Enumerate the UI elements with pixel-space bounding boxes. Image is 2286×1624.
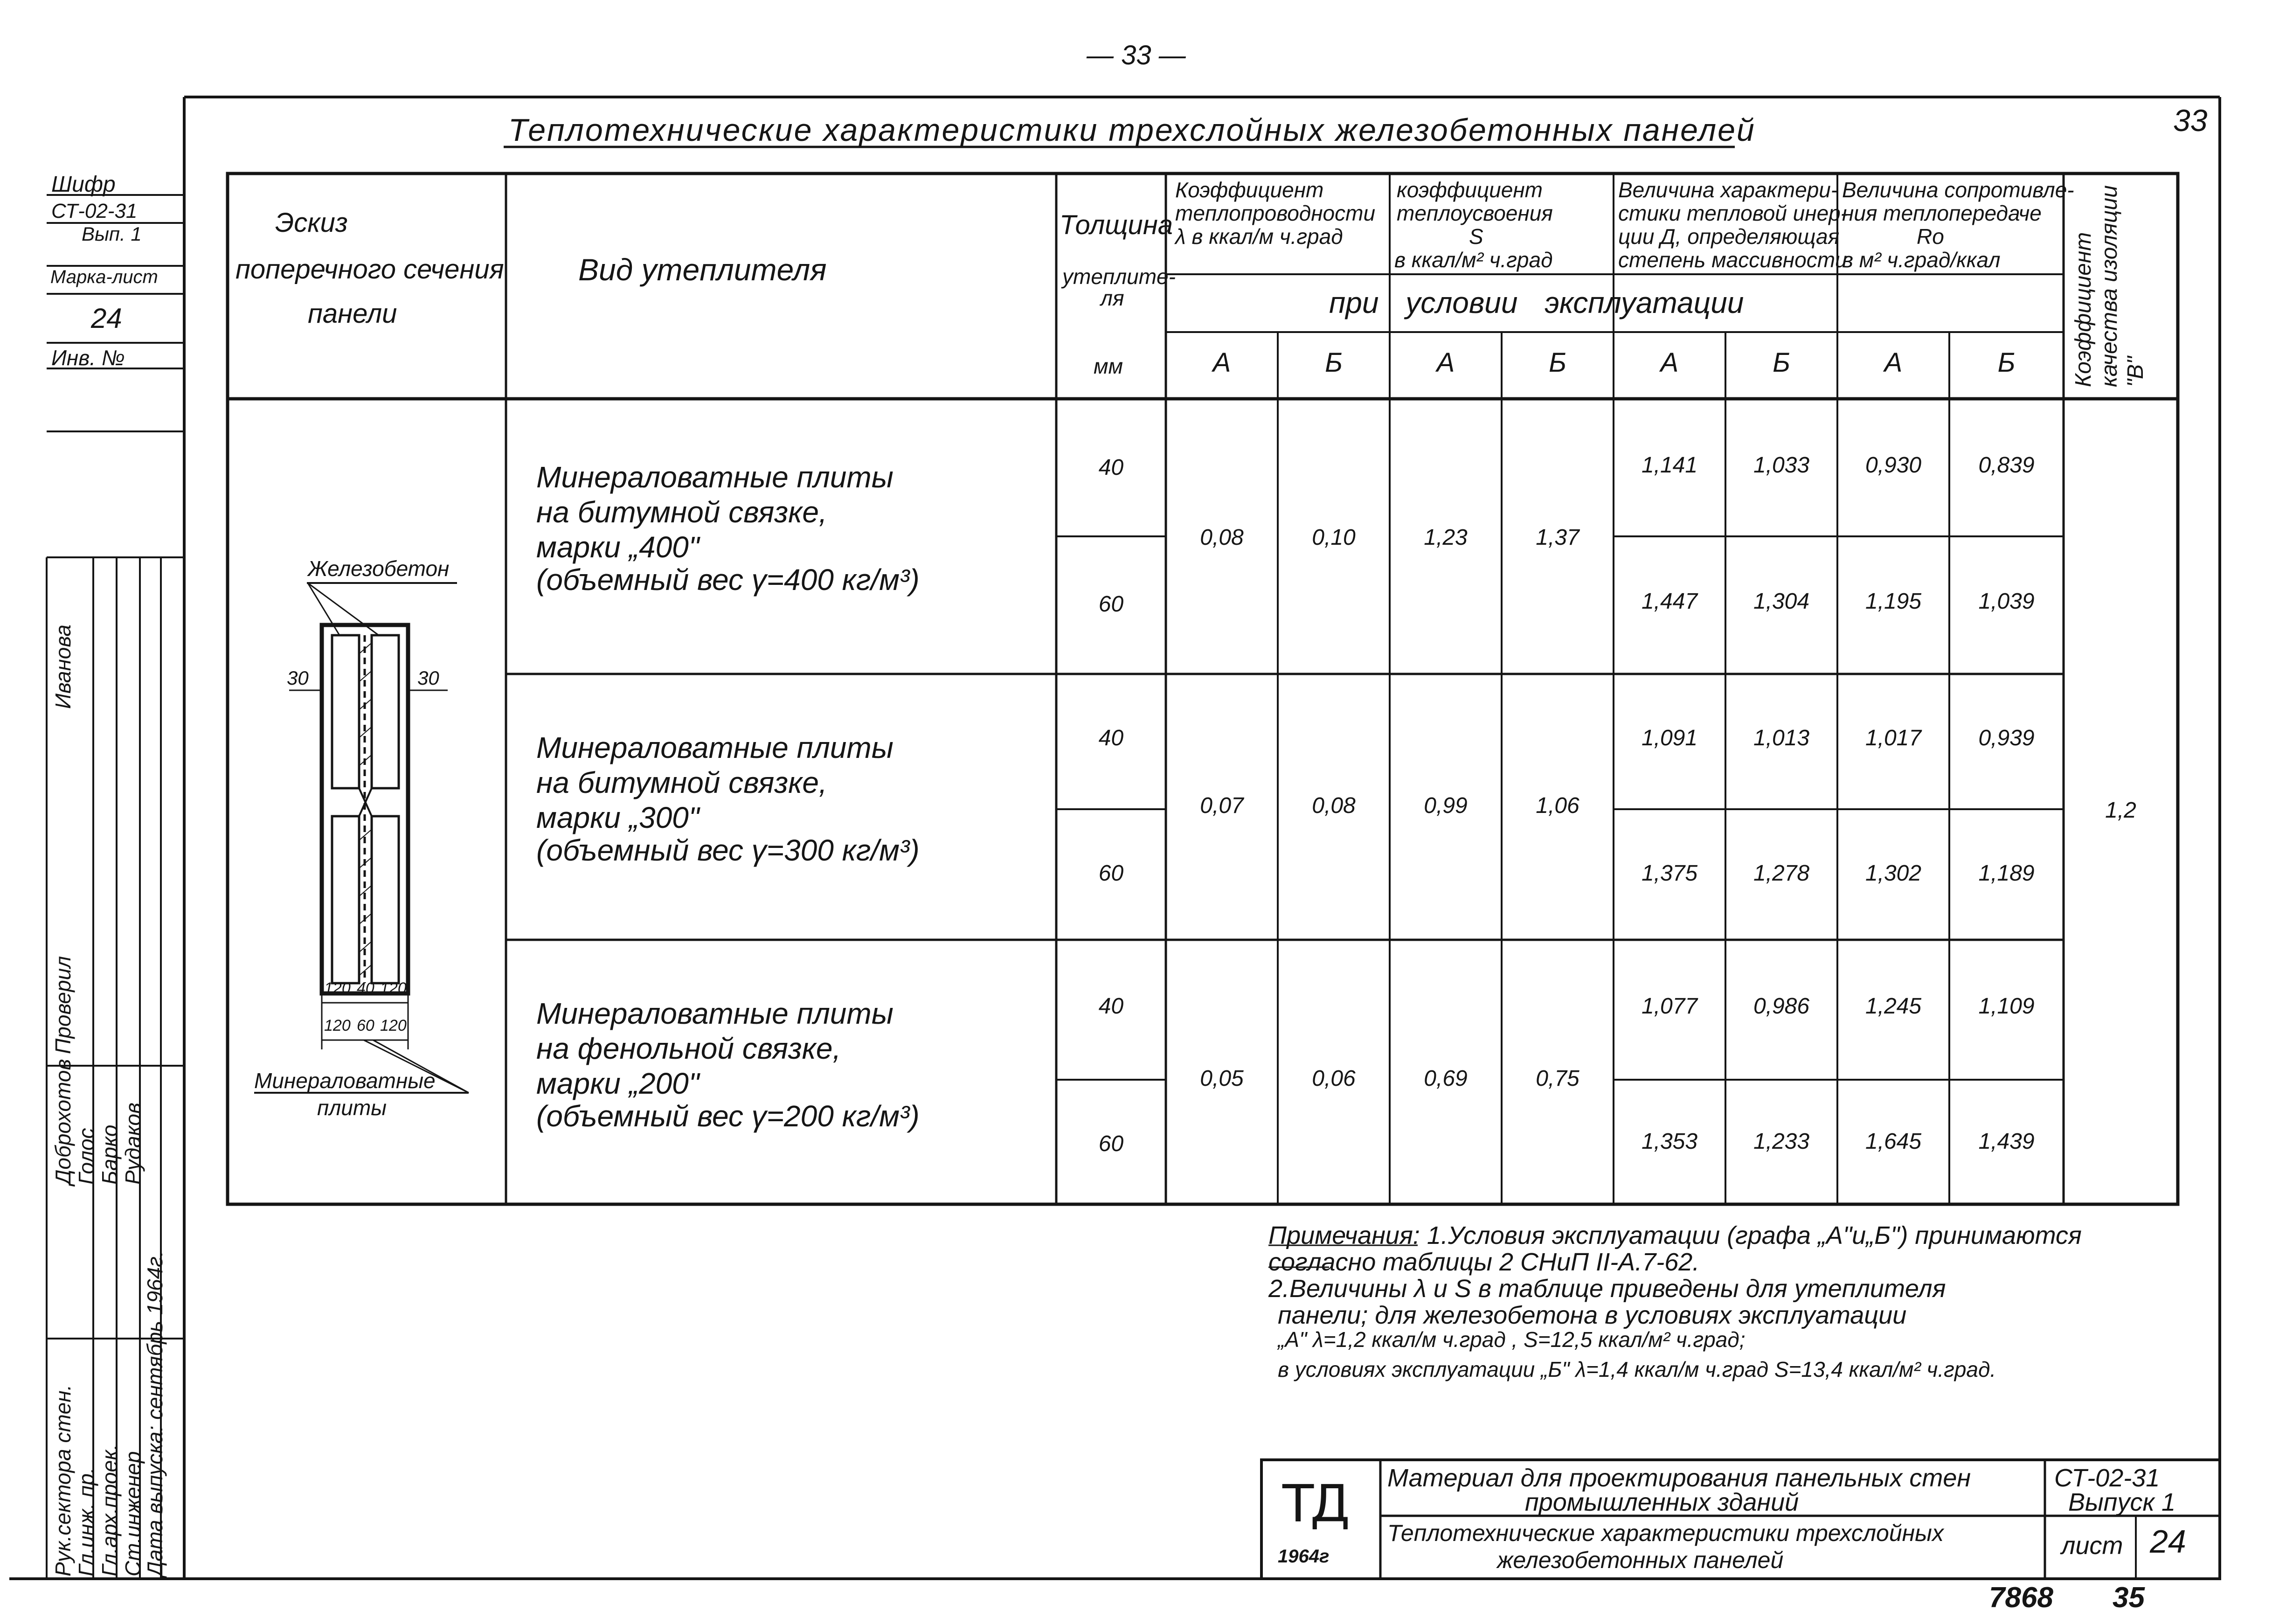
shifr-value-1: СТ-02-31 xyxy=(51,200,138,222)
notes-line-3: 2.Величины λ и S в таблице приведены для утеплителя xyxy=(1268,1275,1946,1303)
group-2-lambda-b: 0,08 xyxy=(1312,793,1356,818)
group-1-row-2-r-a: 1,195 xyxy=(1865,589,1922,614)
group-2-row-2-r-a: 1,302 xyxy=(1865,861,1922,886)
sheet-label: лист xyxy=(2061,1532,2123,1560)
group-2-lambda-a: 0,07 xyxy=(1200,793,1244,818)
inv-label: Инв. № xyxy=(51,346,125,370)
role-1: Рук.сектора стен. xyxy=(51,1384,75,1576)
group-2-desc-2: на битумной связке, xyxy=(536,766,827,799)
group-1-row-1-d-a: 1,141 xyxy=(1641,453,1698,478)
h-thick-1: Толщина xyxy=(1060,210,1173,240)
group-1-row-1-r-a: 0,930 xyxy=(1865,453,1922,478)
page-number-top: — 33 — xyxy=(1087,40,1186,70)
bottom-number-1: 7868 xyxy=(1989,1582,2053,1614)
group-2-row-2-r-b: 1,189 xyxy=(1978,861,2035,886)
h-d-2: стики тепловой инер- xyxy=(1618,201,1848,225)
name-2: Голос xyxy=(74,1128,98,1185)
h-s-2: теплоусвоения xyxy=(1397,201,1553,225)
group-3-s-b: 0,75 xyxy=(1536,1066,1579,1091)
sketch-label-bottom-1: Минераловатные xyxy=(254,1069,436,1093)
group-2-row-1-r-a: 1,017 xyxy=(1865,726,1922,750)
sheet-title-1: Теплотехнические характеристики трехслойных xyxy=(1387,1520,1944,1546)
group-1-s-a: 1,23 xyxy=(1424,525,1468,550)
sketch-dim-row2-c: 120 xyxy=(380,1017,407,1034)
h-kind: Вид утеплителя xyxy=(578,252,827,287)
group-1-desc-4: (объемный вес γ=400 кг/м³) xyxy=(536,563,920,597)
notes-line-1: 1.Условия эксплуатации (графа „А"и„Б") принимаются xyxy=(1427,1221,2082,1249)
sub-header-1: А xyxy=(1212,347,1231,378)
group-2-s-a: 0,99 xyxy=(1424,793,1468,818)
sub-header-3: А xyxy=(1436,347,1455,378)
group-3-row-1-d-b: 0,986 xyxy=(1753,994,1810,1019)
notes xyxy=(1268,1221,2196,1250)
code-1: СТ-02-31 xyxy=(2054,1464,2160,1492)
group-1-row-2-thickness: 60 xyxy=(1098,592,1124,617)
group-1-row-2-d-a: 1,447 xyxy=(1641,589,1698,614)
h-lambda-2: теплопроводности xyxy=(1175,201,1376,225)
group-1-desc-1: Минераловатные плиты xyxy=(536,460,894,494)
page-number-corner: 33 xyxy=(2173,103,2208,138)
h-thick-unit: мм xyxy=(1094,354,1123,378)
group-3-row-2-thickness: 60 xyxy=(1098,1131,1124,1156)
group-3-row-2-r-a: 1,645 xyxy=(1865,1129,1922,1154)
role-4: Ст.инженер xyxy=(121,1451,145,1576)
group-1-row-1-r-b: 0,839 xyxy=(1978,453,2035,478)
page-title: Теплотехнические характеристики трехслойных железобетонных панелей xyxy=(508,112,1756,148)
group-1-row-1-d-b: 1,033 xyxy=(1753,453,1810,478)
h-r-4: в м² ч.град/ккал xyxy=(1842,248,2001,272)
sub-header-5: А xyxy=(1660,347,1679,378)
sketch-dim-row1-b: 40 xyxy=(357,979,374,997)
group-3-s-a: 0,69 xyxy=(1424,1066,1468,1091)
h-d-1: Величина характери- xyxy=(1618,178,1838,202)
group-2-row-1-r-b: 0,939 xyxy=(1978,726,2035,750)
h-thick-2: утеплите- xyxy=(1062,264,1176,289)
group-2-s-b: 1,06 xyxy=(1536,793,1579,818)
group-2-row-1-d-a: 1,091 xyxy=(1641,726,1698,750)
sheet-title-2: железобетонных панелей xyxy=(1497,1547,1784,1573)
role-5: Дата выпуска: сентябрь 1964г. xyxy=(143,1250,167,1576)
group-1-s-b: 1,37 xyxy=(1536,525,1579,550)
h-s-3: S xyxy=(1469,224,1483,249)
h-r-1: Величина сопротивле- xyxy=(1842,178,2074,202)
sub-header-7: А xyxy=(1884,347,1903,378)
role-3: Гл.арх.проек. xyxy=(97,1444,122,1576)
sub-header-8: Б xyxy=(1997,347,2016,378)
code-2: Выпуск 1 xyxy=(2068,1488,2176,1516)
name-1: Доброхотов xyxy=(51,1059,75,1185)
sketch-dim-row1-c: 120 xyxy=(380,979,407,997)
marka-label: Марка-лист xyxy=(50,267,158,287)
group-3-desc-4: (объемный вес γ=200 кг/м³) xyxy=(536,1099,920,1133)
h-sketch-2: поперечного сечения xyxy=(236,254,504,285)
h-sketch-1: Эскиз xyxy=(275,208,348,238)
checked-label: Проверил xyxy=(51,956,75,1054)
sub-header-6: Б xyxy=(1773,347,1790,378)
group-3-row-2-d-b: 1,233 xyxy=(1753,1129,1810,1154)
group-2-row-2-d-b: 1,278 xyxy=(1753,861,1810,886)
sketch-dim-row1-a: 120 xyxy=(324,979,351,997)
sketch-dim-row2-a: 120 xyxy=(324,1017,351,1034)
role-2: Гл.инж. пр. xyxy=(74,1467,98,1576)
group-3-desc-2: на фенольной связке, xyxy=(536,1032,841,1065)
group-1-row-2-r-b: 1,039 xyxy=(1978,589,2035,614)
group-3-row-1-r-b: 1,109 xyxy=(1978,994,2035,1019)
group-2-row-2-d-a: 1,375 xyxy=(1641,861,1698,886)
year: 1964г xyxy=(1278,1546,1330,1567)
ivanova-name: Иванова xyxy=(51,625,75,709)
group-1-lambda-b: 0,10 xyxy=(1312,525,1356,550)
h-d-4: степень массивности xyxy=(1618,248,1847,272)
group-3-desc-3: марки „200" xyxy=(536,1067,700,1100)
material-1: Материал для проектирования панельных стен xyxy=(1387,1464,1971,1492)
h-lambda-3: λ в ккал/м ч.град xyxy=(1175,224,1343,249)
group-1-row-2-d-b: 1,304 xyxy=(1753,589,1810,614)
notes-line-4: панели; для железобетона в условиях эксплуатации xyxy=(1278,1301,1907,1329)
group-2-row-1-thickness: 40 xyxy=(1098,726,1124,750)
group-2-row-1-d-b: 1,013 xyxy=(1753,726,1810,750)
h-s-4: в ккал/м² ч.град xyxy=(1394,248,1553,272)
name-4: Рудаков xyxy=(121,1102,145,1185)
sketch-dim-right: 30 xyxy=(417,667,439,689)
group-2-row-2-thickness: 60 xyxy=(1098,861,1124,886)
group-3-row-2-r-b: 1,439 xyxy=(1978,1129,2035,1154)
group-3-row-1-thickness: 40 xyxy=(1098,994,1124,1019)
h-d-3: ции Д, определяющая xyxy=(1618,224,1840,249)
group-3-desc-1: Минераловатные плиты xyxy=(536,997,894,1030)
material-2: промышленных зданий xyxy=(1525,1488,1799,1516)
group-3-lambda-a: 0,05 xyxy=(1200,1066,1244,1091)
h-quality: Коэффициент качества изоляции "В" xyxy=(2071,185,2148,387)
bottom-number-2: 35 xyxy=(2113,1582,2145,1614)
sketch-dim-left: 30 xyxy=(287,667,309,689)
group-3-row-1-d-a: 1,077 xyxy=(1641,994,1698,1019)
h-thick-3: ля xyxy=(1101,286,1124,310)
sketch-label-top: Железобетон xyxy=(308,556,450,581)
group-1-lambda-a: 0,08 xyxy=(1200,525,1244,550)
notes-line-5: „А" λ=1,2 ккал/м ч.град , S=12,5 ккал/м² ч.град; xyxy=(1278,1327,1746,1352)
group-3-lambda-b: 0,06 xyxy=(1312,1066,1356,1091)
group-3-row-2-d-a: 1,353 xyxy=(1641,1129,1698,1154)
notes-head: Примечания: xyxy=(1268,1221,1420,1249)
shifr-label: Шифр xyxy=(51,172,116,197)
notes-line-6: в условиях эксплуатации „Б" λ=1,4 ккал/м ч.град S=13,4 ккал/м² ч.град. xyxy=(1278,1357,1996,1381)
sketch-label-bottom-2: плиты xyxy=(317,1096,387,1120)
h-r-2: ния теплопередаче xyxy=(1842,201,2042,225)
h-lambda-1: Коэффициент xyxy=(1175,178,1324,202)
sub-header-4: Б xyxy=(1549,347,1566,378)
group-1-desc-2: на битумной связке, xyxy=(536,495,827,529)
name-3: Барко xyxy=(97,1124,122,1185)
group-2-desc-3: марки „300" xyxy=(536,801,700,834)
h-sketch-3: панели xyxy=(308,298,397,329)
group-3-row-1-r-a: 1,245 xyxy=(1865,994,1922,1019)
group-1-row-1-thickness: 40 xyxy=(1098,455,1124,480)
h-r-3: Ro xyxy=(1917,224,1944,249)
h-s-1: коэффициент xyxy=(1397,178,1543,202)
group-2-desc-4: (объемный вес γ=300 кг/м³) xyxy=(536,833,920,867)
group-1-desc-3: марки „400" xyxy=(536,530,700,564)
marka-value: 24 xyxy=(91,303,122,334)
sheet-number: 24 xyxy=(2150,1523,2186,1560)
group-2-desc-1: Минераловатные плиты xyxy=(536,731,894,764)
logo: ТД xyxy=(1282,1474,1347,1534)
notes-line-2: согласно таблицы 2 СНиП II-А.7-62. xyxy=(1268,1248,1700,1276)
h-conditions: при условии эксплуатации xyxy=(1329,286,1744,319)
sub-header-2: Б xyxy=(1325,347,1343,378)
sketch-dim-row2-b: 60 xyxy=(357,1017,374,1034)
shifr-value-2: Вып. 1 xyxy=(82,223,142,245)
quality-value: 1,2 xyxy=(2105,798,2136,823)
